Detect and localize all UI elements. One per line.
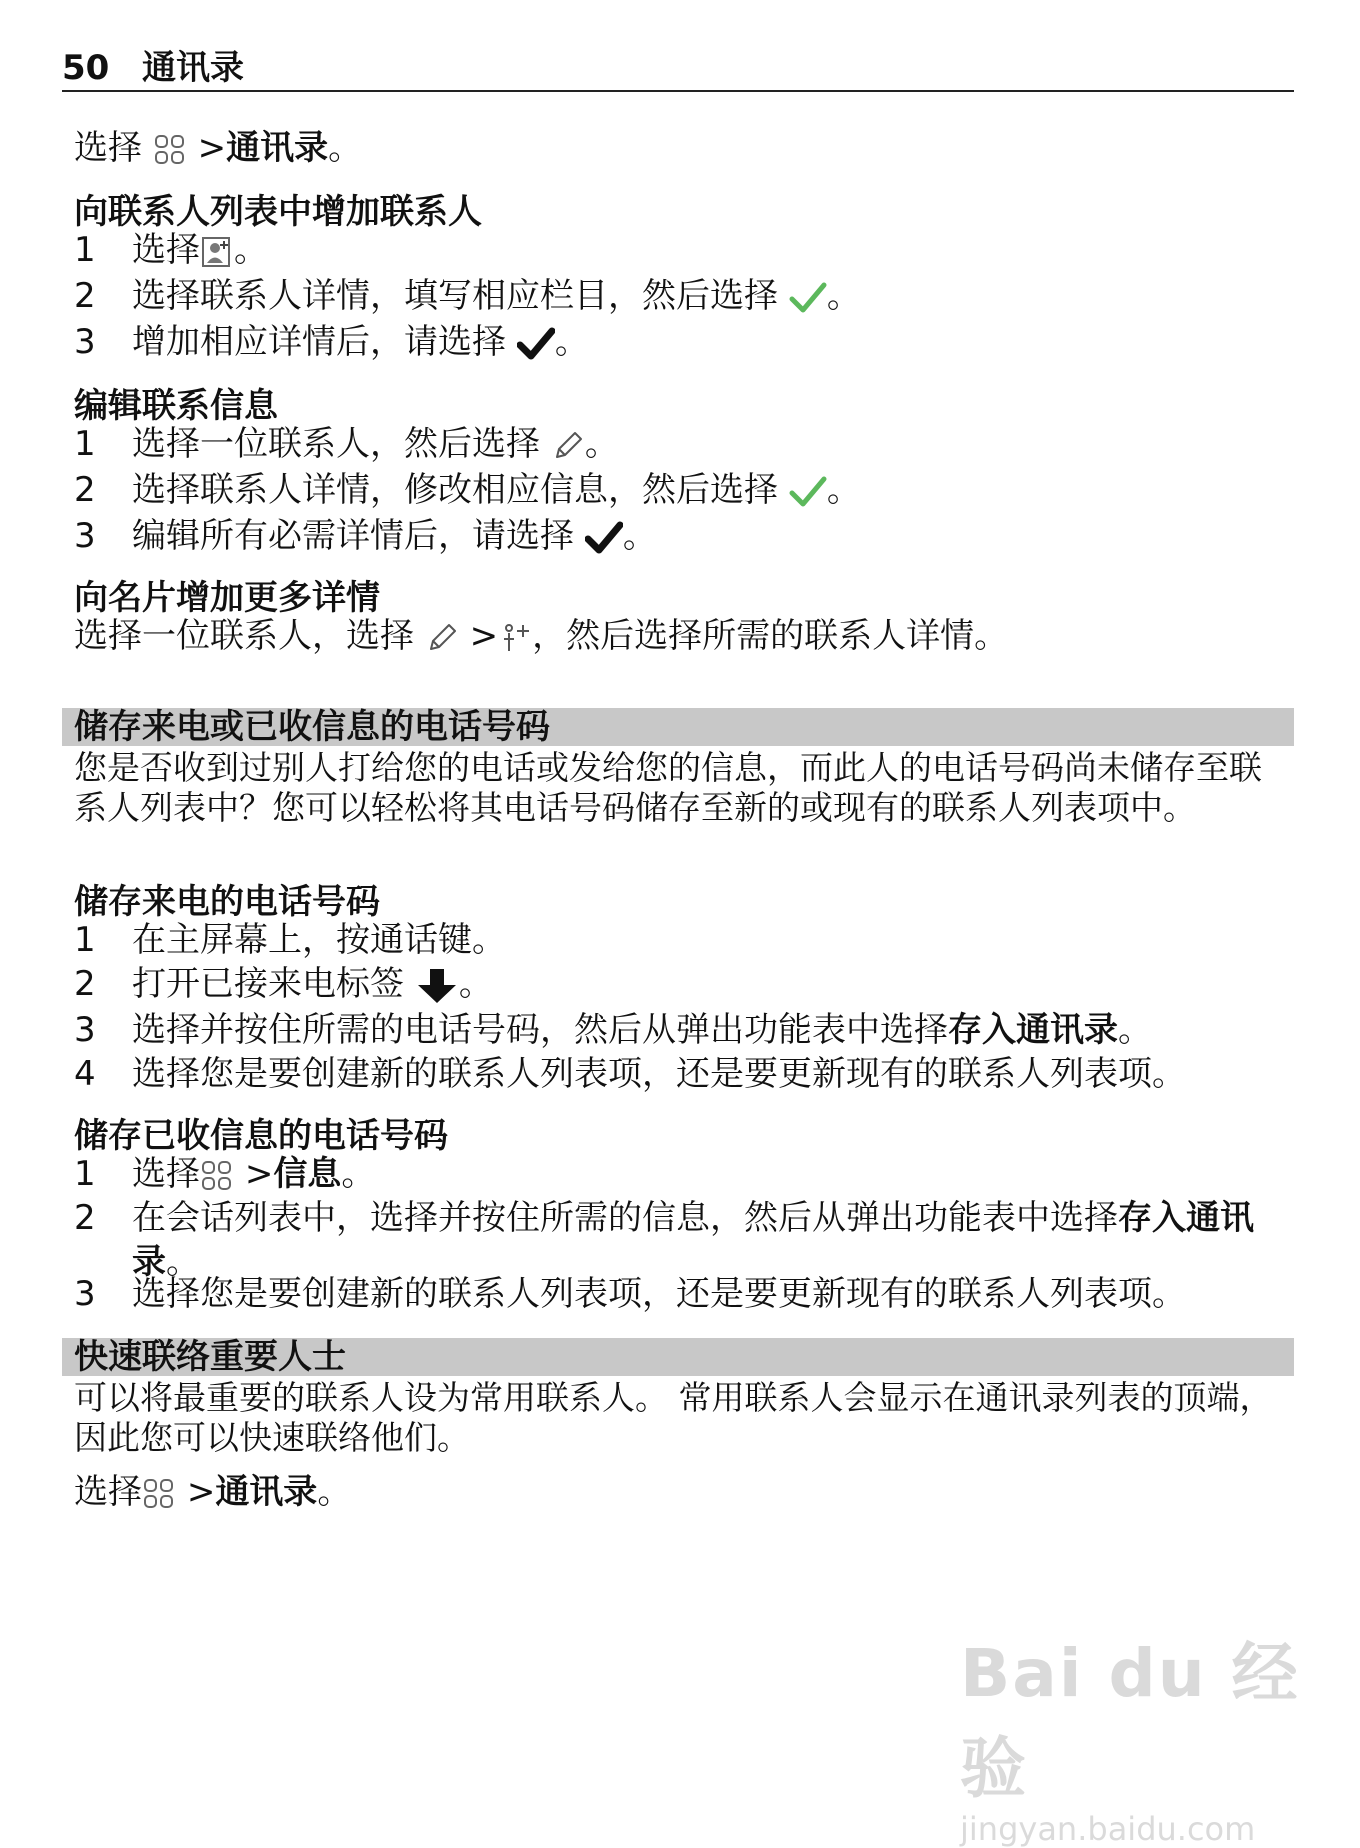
- step-tail: 。: [622, 516, 657, 556]
- section-band-save-numbers: [62, 708, 1294, 746]
- intro-sep: >: [197, 128, 227, 168]
- outro-suffix: 。: [317, 1472, 352, 1512]
- step-tail: 。: [234, 230, 268, 270]
- step-text: 在会话列表中，选择并按住所需的信息，然后从弹出功能表中选择: [132, 1198, 1118, 1238]
- down-arrow-icon: [415, 967, 459, 1005]
- apps-grid-icon: [142, 1477, 176, 1511]
- watermark-url: jingyan.baidu.com: [960, 1810, 1256, 1848]
- black-check-icon: [585, 521, 623, 555]
- baidu-watermark: [960, 1620, 1300, 1848]
- step-text: 选择并按住所需的电话号码，然后从弹出功能表中选择: [132, 1010, 948, 1050]
- step-tail: 。: [826, 470, 861, 510]
- section-band-favorites: [62, 1338, 1294, 1376]
- step-text: 在主屏幕上，按通话键。: [132, 920, 506, 960]
- step-number: 1: [74, 1154, 96, 1194]
- heading-save-call: 储存来电的电话号码: [74, 882, 380, 922]
- step-text: 选择联系人详情，填写相应栏目，然后选择: [132, 276, 778, 316]
- green-check-icon: [789, 281, 827, 315]
- outro-line: [74, 1470, 1294, 1514]
- messages-label: 信息: [273, 1154, 342, 1194]
- step-number: 2: [74, 964, 96, 1004]
- save-to-contacts-label: 存入通讯录: [132, 1198, 1254, 1282]
- step-tail: 。: [554, 322, 589, 362]
- intro-target: 通讯录: [226, 128, 329, 168]
- outro-sep: >: [186, 1472, 216, 1512]
- watermark-logo: Bai du 经验: [960, 1635, 1300, 1807]
- step-text: 选择一位联系人，然后选择: [132, 424, 540, 464]
- band-title: 快速联络重要人士: [74, 1337, 346, 1377]
- heading-more-details: 向名片增加更多详情: [74, 578, 380, 618]
- step-number: 1: [74, 424, 96, 464]
- step-text: 选择您是要创建新的联系人列表项，还是要更新现有的联系人列表项。: [132, 1054, 1186, 1094]
- outro-target: 通讯录: [215, 1472, 318, 1512]
- step-tail: 。: [584, 424, 619, 464]
- step-tail: 。: [166, 1242, 200, 1282]
- band-title: 储存来电或已收信息的电话号码: [74, 707, 550, 747]
- step-text: 增加相应详情后，请选择: [132, 322, 506, 362]
- black-check-icon: [517, 327, 555, 361]
- page-number: 50: [62, 48, 110, 88]
- step-number: 4: [74, 1054, 96, 1094]
- heading-add-contact: 向联系人列表中增加联系人: [74, 192, 482, 232]
- step-text: 选择联系人详情，修改相应信息，然后选择: [132, 470, 778, 510]
- intro-line: [74, 126, 1294, 170]
- more-text-b: ，然后选择所需的联系人详情。: [532, 616, 1009, 656]
- green-check-icon: [789, 475, 827, 509]
- step-sep: >: [244, 1154, 274, 1194]
- page-title: 通讯录: [142, 48, 244, 88]
- save-numbers-paragraph: 您是否收到过别人打给您的电话或发给您的信息，而此人的电话号码尚未储存至联系人列表中？您可以轻松将其电话号码储存至新的或现有的联系人列表项中。: [74, 748, 1262, 827]
- more-text-a: 选择一位联系人，选择: [74, 616, 414, 656]
- more-details-line: [74, 614, 1294, 658]
- apps-grid-icon: [153, 133, 187, 167]
- step-tail: 。: [826, 276, 861, 316]
- step-number: 3: [74, 516, 96, 556]
- pencil-icon: [551, 429, 585, 463]
- apps-grid-icon: [200, 1159, 234, 1193]
- step-tail: 。: [341, 1154, 376, 1194]
- step-text: 打开已接来电标签: [132, 964, 404, 1004]
- intro-prefix: 选择: [74, 128, 142, 168]
- step-number: 3: [74, 1010, 96, 1050]
- step-tail: 。: [1118, 1010, 1152, 1050]
- favorites-paragraph: 可以将最重要的联系人设为常用联系人。 常用联系人会显示在通讯录列表的顶端，因此您可以快速联络他们。: [74, 1378, 1273, 1457]
- step-number: 2: [74, 1198, 96, 1238]
- step-text: 选择: [132, 1154, 200, 1194]
- save-to-contacts-label: 存入通讯录: [948, 1010, 1118, 1050]
- step-number: 2: [74, 276, 96, 316]
- step-number: 1: [74, 920, 96, 960]
- intro-suffix: 。: [328, 128, 363, 168]
- pencil-icon: [425, 621, 459, 655]
- step-text: 选择: [132, 230, 200, 270]
- heading-save-message: 储存已收信息的电话号码: [74, 1116, 448, 1156]
- more-sep: >: [469, 616, 499, 656]
- step-number: 1: [74, 230, 96, 270]
- step-number: 3: [74, 1274, 96, 1314]
- add-contact-icon: [200, 235, 234, 269]
- outro-prefix: 选择: [74, 1472, 142, 1512]
- step-number: 2: [74, 470, 96, 510]
- step-text: 编辑所有必需详情后，请选择: [132, 516, 574, 556]
- page-header: [62, 46, 1294, 92]
- msg-step-2: [74, 1196, 1294, 1282]
- heading-edit-contact: 编辑联系信息: [74, 386, 278, 426]
- step-text: 选择您是要创建新的联系人列表项，还是要更新现有的联系人列表项。: [132, 1274, 1186, 1314]
- step-tail: 。: [458, 964, 493, 1004]
- add-detail-icon: [498, 621, 532, 655]
- step-number: 3: [74, 322, 96, 362]
